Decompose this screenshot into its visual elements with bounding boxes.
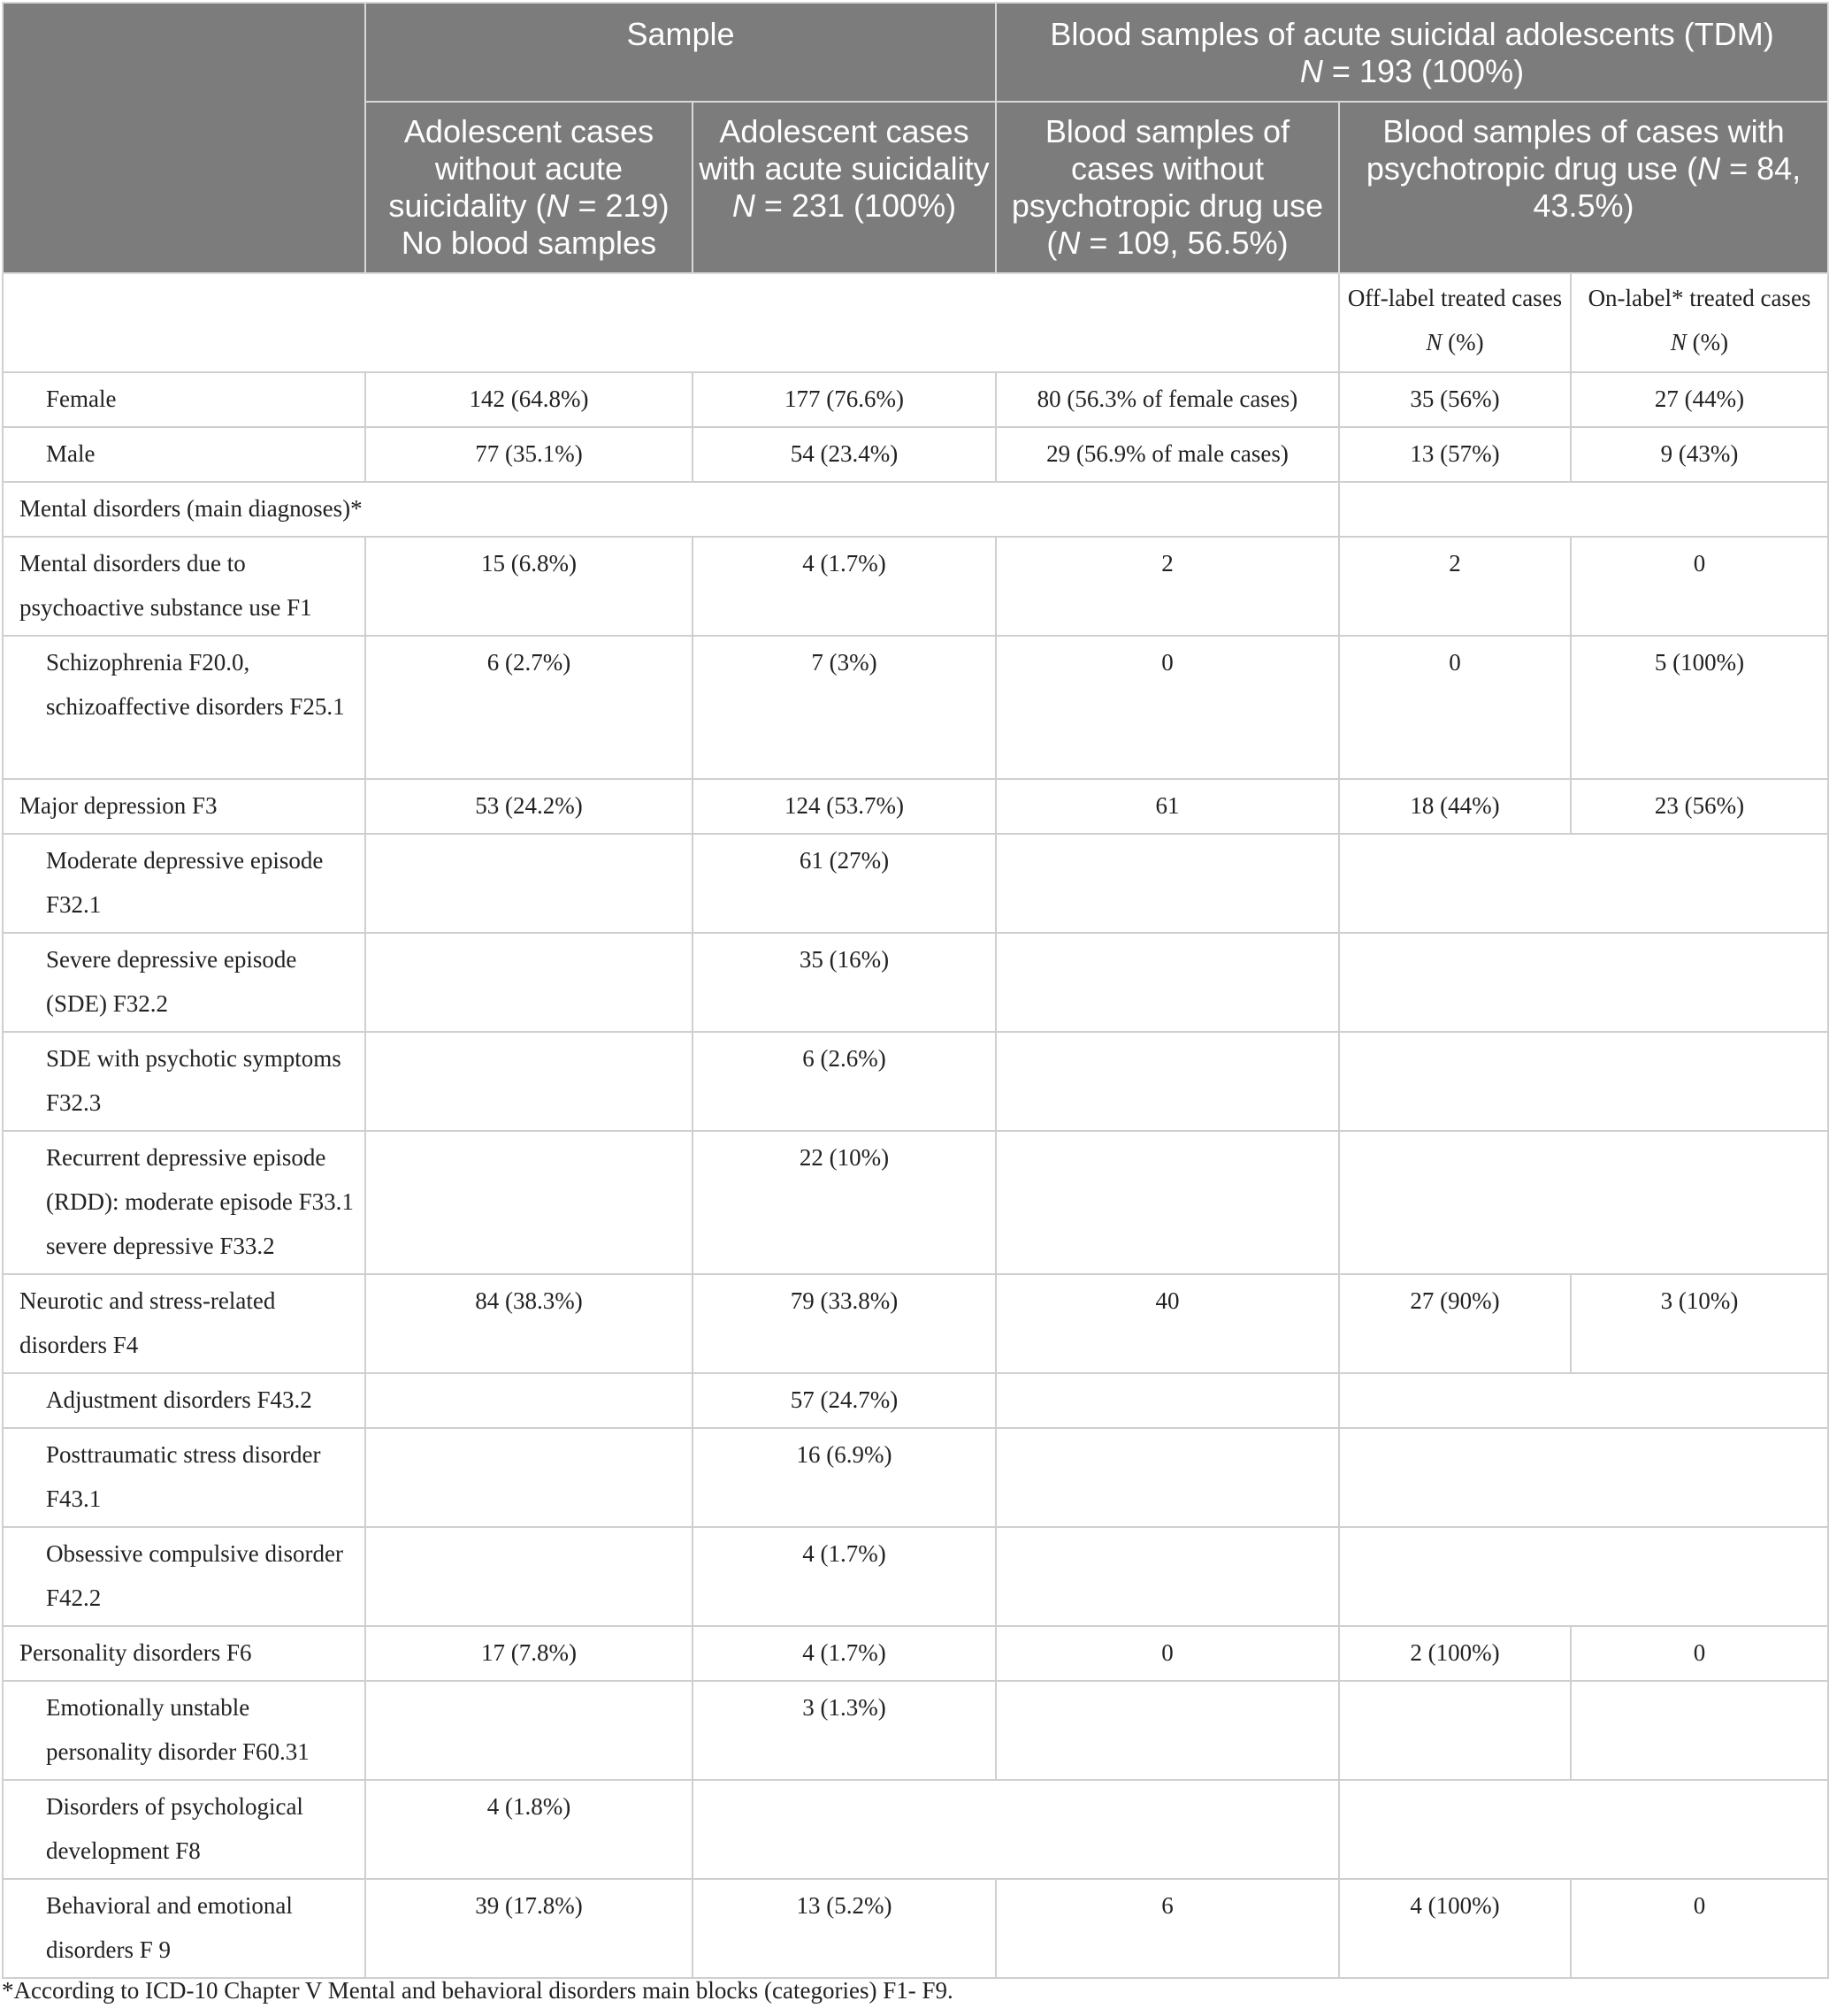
row-label: Recurrent depressive episode (RDD): moderate episode F33.1 severe depressive F33.2 [3,1131,365,1274]
cell: 13 (5.2%) [693,1879,996,1978]
table-row [3,482,1828,537]
cell: 35 (16%) [693,933,996,1032]
row-label: Moderate depressive episode F32.1 [3,834,365,933]
cell: 6 [996,1879,1339,1978]
cell: 84 (38.3%) [365,1274,693,1373]
header-empty-cell [3,3,365,273]
row-label: Female [3,372,365,427]
row-label: Male [3,427,365,482]
cell: 61 [996,779,1339,834]
row-label: Disorders of psychological development F8 [3,1780,365,1879]
cell: 61 (27%) [693,834,996,933]
cell [1339,1428,1828,1527]
cell: 80 (56.3% of female cases) [996,372,1339,427]
cell: 17 (7.8%) [365,1626,693,1681]
cell [1339,933,1828,1032]
row-label: Posttraumatic stress disorder F43.1 [3,1428,365,1527]
data-table [2,2,1829,1979]
subheader-on-label: On-label* treated cases N (%) [1571,273,1828,372]
cell [365,1527,693,1626]
cell: 3 (10%) [1571,1274,1828,1373]
table-row [3,1681,1828,1780]
table-row [3,1527,1828,1626]
cell: 0 [1571,1626,1828,1681]
cell: 0 [996,636,1339,779]
header-col-with-suicidality: Adolescent cases with acute suicidality N = 231 (100%) [693,102,996,273]
cell [365,834,693,933]
cell: 2 [1339,537,1571,636]
cell: 0 [996,1626,1339,1681]
cell: 7 (3%) [693,636,996,779]
row-label: Personality disorders F6 [3,1626,365,1681]
cell [996,1428,1339,1527]
header-sample: Sample [365,3,996,102]
cell: 4 (1.7%) [693,537,996,636]
table-row [3,427,1828,482]
table-container [2,2,1827,1979]
cell: 2 [996,537,1339,636]
row-label: Severe depressive episode (SDE) F32.2 [3,933,365,1032]
cell: 4 (1.8%) [365,1780,693,1879]
row-label: SDE with psychotic symptoms F32.3 [3,1032,365,1131]
row-label: Obsessive compulsive disorder F42.2 [3,1527,365,1626]
cell: 4 (1.7%) [693,1527,996,1626]
cell [996,834,1339,933]
table-footnote: *According to ICD-10 Chapter V Mental and behavioral disorders main blocks (categories) F1- F9. [2,1977,953,2004]
row-label: Schizophrenia F20.0, schizoaffective disorders F25.1 [3,636,365,779]
cell: 0 [1571,1879,1828,1978]
header-col-without-suicidality: Adolescent cases without acute suicidality (N = 219) No blood samples [365,102,693,273]
cell: 124 (53.7%) [693,779,996,834]
cell: 16 (6.9%) [693,1428,996,1527]
cell [365,1428,693,1527]
cell [365,1032,693,1131]
table-row [3,372,1828,427]
table-row [3,933,1828,1032]
cell: 35 (56%) [1339,372,1571,427]
cell [1339,834,1828,933]
table-row [3,779,1828,834]
cell [996,1131,1339,1274]
cell: 23 (56%) [1571,779,1828,834]
cell [1339,1780,1828,1879]
cell [1571,1681,1828,1780]
subheader-off-label: Off-label treated cases N (%) [1339,273,1571,372]
cell [996,933,1339,1032]
cell: 13 (57%) [1339,427,1571,482]
cell: 53 (24.2%) [365,779,693,834]
cell [1339,1681,1571,1780]
cell: 18 (44%) [1339,779,1571,834]
subheader-empty [3,273,1339,372]
cell [1339,482,1828,537]
table-row [3,636,1828,779]
cell: 0 [1571,537,1828,636]
table-row [3,1780,1828,1879]
cell: 6 (2.6%) [693,1032,996,1131]
cell: 77 (35.1%) [365,427,693,482]
cell [365,1373,693,1428]
cell: 9 (43%) [1571,427,1828,482]
cell: 79 (33.8%) [693,1274,996,1373]
cell: 3 (1.3%) [693,1681,996,1780]
cell [996,1032,1339,1131]
header-blood-samples: Blood samples of acute suicidal adolescents (TDM) N = 193 (100%) [996,3,1828,102]
cell [996,1373,1339,1428]
table-row [3,1879,1828,1978]
cell [693,1780,1339,1879]
cell [1339,1373,1828,1428]
header-col-without-drug: Blood samples of cases without psychotropic drug use (N = 109, 56.5%) [996,102,1339,273]
cell: 6 (2.7%) [365,636,693,779]
cell: 54 (23.4%) [693,427,996,482]
row-label: Neurotic and stress-related disorders F4 [3,1274,365,1373]
table-row [3,1131,1828,1274]
cell: 22 (10%) [693,1131,996,1274]
row-label: Adjustment disorders F43.2 [3,1373,365,1428]
cell [996,1527,1339,1626]
cell: 0 [1339,636,1571,779]
table-row [3,1373,1828,1428]
cell: 5 (100%) [1571,636,1828,779]
cell: 27 (90%) [1339,1274,1571,1373]
cell [365,933,693,1032]
cell: 29 (56.9% of male cases) [996,427,1339,482]
cell [1339,1527,1828,1626]
cell: 27 (44%) [1571,372,1828,427]
cell: 4 (1.7%) [693,1626,996,1681]
cell [1339,1131,1828,1274]
cell [365,1681,693,1780]
row-label: Emotionally unstable personality disorder F60.31 [3,1681,365,1780]
section-label: Mental disorders (main diagnoses)* [3,482,1339,537]
table-row [3,1274,1828,1373]
cell [365,1131,693,1274]
row-label: Behavioral and emotional disorders F 9 [3,1879,365,1978]
header-col-with-drug: Blood samples of cases with psychotropic drug use (N = 84, 43.5%) [1339,102,1828,273]
table-row [3,1428,1828,1527]
cell: 4 (100%) [1339,1879,1571,1978]
cell: 40 [996,1274,1339,1373]
cell: 2 (100%) [1339,1626,1571,1681]
row-label: Major depression F3 [3,779,365,834]
table-row [3,834,1828,933]
table-row [3,1032,1828,1131]
row-label: Mental disorders due to psychoactive substance use F1 [3,537,365,636]
cell: 39 (17.8%) [365,1879,693,1978]
cell [1339,1032,1828,1131]
cell: 142 (64.8%) [365,372,693,427]
cell: 177 (76.6%) [693,372,996,427]
cell: 15 (6.8%) [365,537,693,636]
table-row [3,1626,1828,1681]
cell [996,1681,1339,1780]
table-row [3,537,1828,636]
cell: 57 (24.7%) [693,1373,996,1428]
